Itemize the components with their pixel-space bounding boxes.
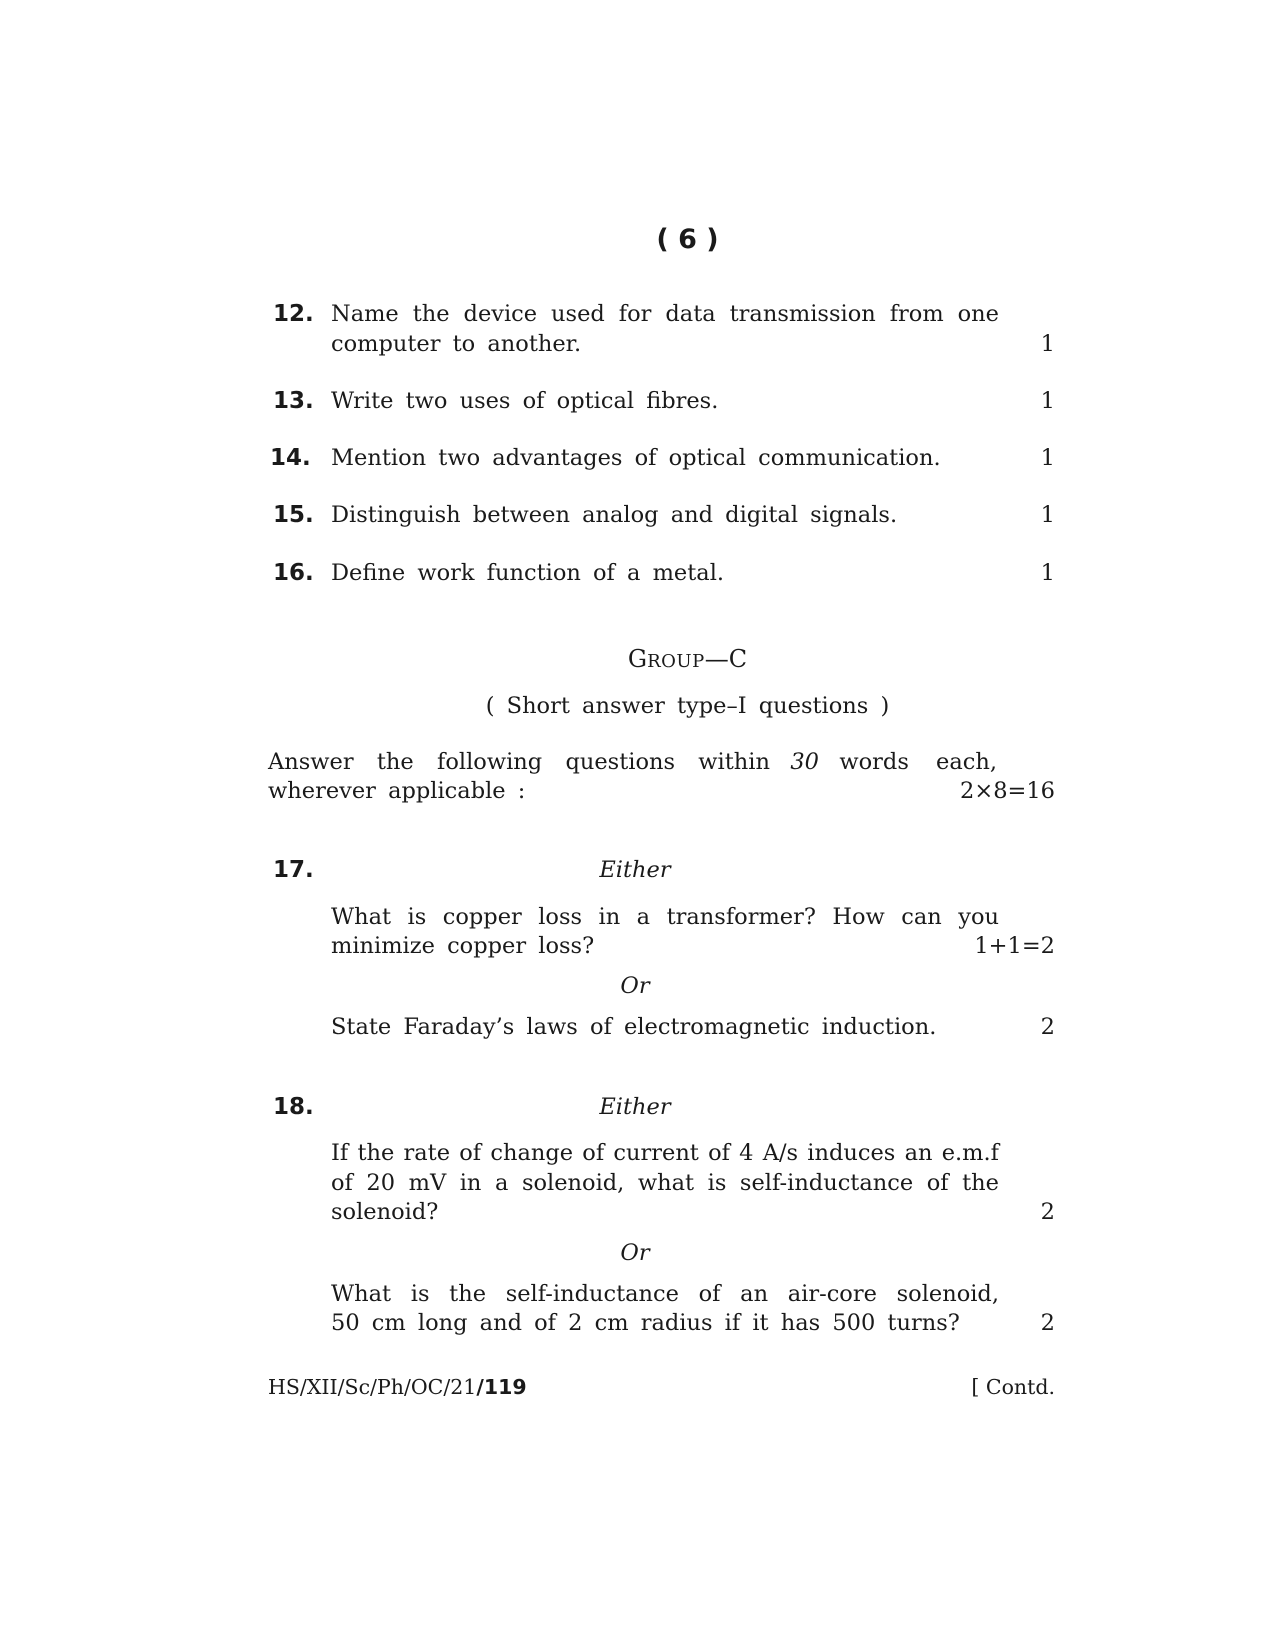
question-mark: 2	[1040, 1199, 1055, 1225]
question-text-line: Mention two advantages of optical communication.	[331, 445, 941, 471]
instruction-marks: 2×8=16	[960, 778, 1055, 804]
instruction-line: wherever applicable :	[268, 778, 526, 804]
question-text-line: of 20 mV in a solenoid, what is self-inductance of the	[331, 1170, 999, 1196]
question-number: 14.	[270, 445, 311, 471]
group-subheading: ( Short answer type–I questions )	[485, 693, 890, 719]
question-text-line: What is copper loss in a transformer? How can you	[331, 904, 999, 930]
group-heading: GROUP—C	[627, 645, 748, 673]
continued-note: [ Contd.	[971, 1375, 1055, 1399]
question-number: 18.	[273, 1094, 314, 1120]
paper-code: HS/XII/Sc/Ph/OC/21/119	[268, 1375, 527, 1399]
question-text-line: Distinguish between analog and digital signals.	[331, 502, 898, 528]
question-text-line: minimize copper loss?	[331, 933, 595, 959]
instruction-word-count: 30	[790, 749, 819, 775]
question-mark: 1	[1040, 388, 1055, 414]
question-mark: 1	[1040, 331, 1055, 357]
instruction-text: words each,	[839, 749, 997, 775]
question-mark: 1	[1040, 560, 1055, 586]
or-label: Or	[620, 1240, 650, 1266]
question-text-line: Name the device used for data transmission from one	[331, 301, 999, 327]
question-text-line: State Faraday’s laws of electromagnetic induction.	[331, 1014, 937, 1040]
question-number: 17.	[273, 857, 314, 883]
instruction-line	[268, 749, 997, 775]
question-text-line: solenoid?	[331, 1199, 439, 1225]
question-mark: 1	[1040, 502, 1055, 528]
page-number: ( 6 )	[656, 224, 719, 255]
question-mark: 1+1=2	[974, 933, 1055, 959]
question-number: 13.	[273, 388, 314, 414]
question-text-line: Define work function of a metal.	[331, 560, 725, 586]
instruction-text: Answer the following questions within	[268, 749, 770, 775]
question-text-line: computer to another.	[331, 331, 582, 357]
question-number: 15.	[273, 502, 314, 528]
question-text-line: If the rate of change of current of 4 A/s induces an e.m.f	[331, 1140, 999, 1166]
question-text-line: Write two uses of optical fibres.	[331, 388, 719, 414]
question-number: 16.	[273, 560, 314, 586]
question-text-line: What is the self-inductance of an air-core solenoid,	[331, 1281, 999, 1307]
question-mark: 1	[1040, 445, 1055, 471]
either-label: Either	[599, 857, 671, 883]
question-number: 12.	[273, 301, 314, 327]
or-label: Or	[620, 973, 650, 999]
question-text-line: 50 cm long and of 2 cm radius if it has 500 turns?	[331, 1310, 960, 1336]
question-mark: 2	[1040, 1310, 1055, 1336]
question-mark: 2	[1040, 1014, 1055, 1040]
either-label: Either	[599, 1094, 671, 1120]
